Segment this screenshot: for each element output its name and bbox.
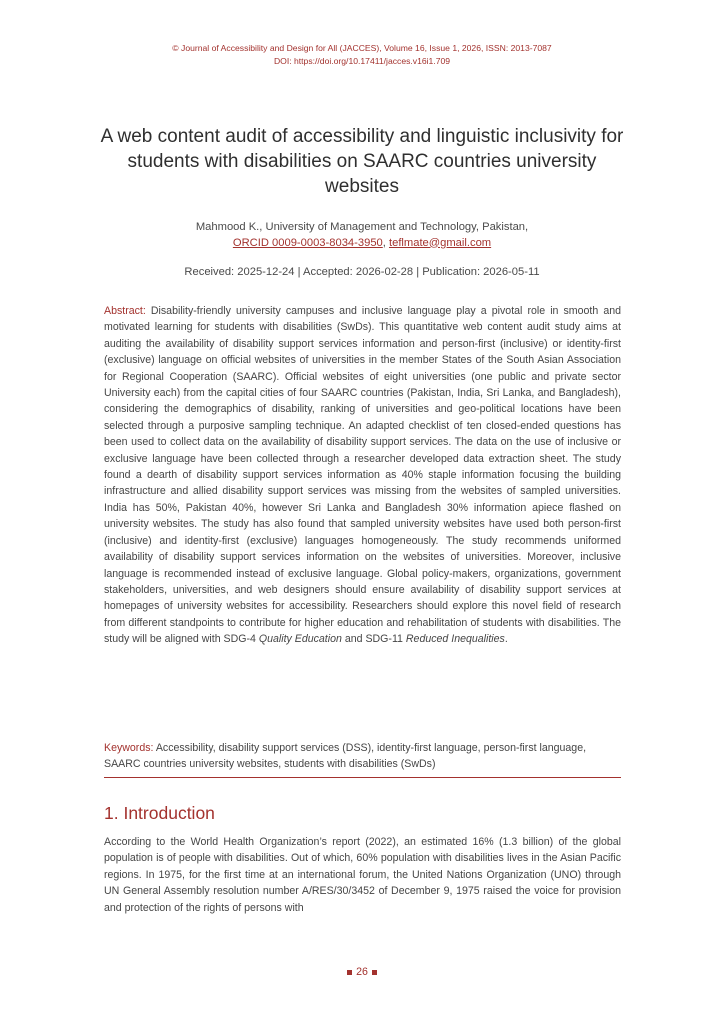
author-affiliation: Mahmood K., University of Management and Technology, Pakistan, bbox=[195, 221, 529, 233]
doi-line: DOI: https://doi.org/10.17411/jacces.v16i1.709 bbox=[273, 56, 451, 66]
keywords-text: Accessibility, disability support services (DSS), identity-first language, person-first language, SAARC countries university websites, students with disabilities (SwDs) bbox=[104, 742, 587, 771]
abstract bbox=[104, 303, 621, 648]
sdg4-name: Quality Education bbox=[258, 633, 342, 646]
orcid-link[interactable]: ORCID 0009-0003-8034-3950 bbox=[232, 236, 383, 249]
abstract-end: . bbox=[504, 633, 508, 646]
keywords bbox=[104, 740, 621, 778]
keywords-label: Keywords: bbox=[104, 742, 154, 754]
page-number: 26 bbox=[356, 966, 368, 978]
section-heading: 1. Introduction bbox=[104, 803, 215, 823]
page-footer bbox=[0, 966, 724, 978]
square-bullet-icon bbox=[347, 970, 352, 975]
abstract-text: Disability-friendly university campuses and inclusive language play a pivotal role in smooth and motivated learning for students with disabilities (SwDs). This quantitative web content audit study aims at auditing the availability of disability support services information and person-first (inclusive) or identity-first (exclusive) language on official websites of universities in the member States of the South Asian Association for Regional Cooperation (SAARC). Official websites of eight universities (one public and private sector University each) from the capital cities of four SAARC countries (Pakistan, India, Sri Lanka, and Bangladesh), considering the demographics of disability, ranking of universities and geo-political locations have been selected through a purposive sampling technique. An adapted checklist of ten closed-ended questions has been used to collect data on the availability of disability support services. The data on the use of inclusive or exclusive language have been collected through a researcher developed data extraction sheet. The study found a dearth of disability support services information as 40% staple information focusing the building infrastructure and allied disability support services was missing from the websites of sampled universities. India has 50%, Pakistan 40%, however Sri Lanka and Bangladesh 30% information apiece flashed on university websites. The study has also found that sampled university websites have used both person-first (inclusive) and identity-first (exclusive) languages homogeneously. The study recommends uniformed availability of disability support services information on the websites of universities. Moreover, inclusive language is recommended instead of exclusive language. Global policy-makers, organizations, government stakeholders, universities, and web designers should ensure availability of disability support services at homepages of university websites for accessibility. Researchers should explore this novel field of research from different standpoints to contribute for higher education and rehabilitation of students with disabilities. The study will be aligned with SDG-4 bbox=[104, 305, 621, 646]
author-block bbox=[0, 220, 724, 251]
abstract-and: and SDG-11 bbox=[341, 633, 406, 646]
introduction-text: According to the World Health Organization’s report (2022), an estimated 16% (1.3 billion) of the global population is of people with disabilities. Out of which, 60% population with disabilities lives in the Asian Pacific regions. In 1975, for the first time at an international forum, the United Nations Organization (UNO) through UN General Assembly resolution number A/RES/30/3452 of December 9, 1975 raised the voice for provision and protection of the rights of persons with bbox=[104, 836, 621, 914]
paper-title: A web content audit of accessibility and linguistic inclusivity for students with disabilities on SAARC countries university websites bbox=[100, 126, 624, 197]
sdg11-name: Reduced Inequalities bbox=[405, 633, 505, 646]
journal-header bbox=[0, 42, 724, 68]
author-contact bbox=[0, 236, 724, 252]
contact-separator: , bbox=[382, 236, 389, 249]
publication-dates: Received: 2025-12-24 | Accepted: 2026-02-28 | Publication: 2026-05-11 bbox=[184, 266, 540, 278]
square-bullet-icon bbox=[372, 970, 377, 975]
email-link[interactable]: teflmate@gmail.com bbox=[388, 236, 492, 249]
citation-line: © Journal of Accessibility and Design for All (JACCES), Volume 16, Issue 1, 2026, ISSN: 2013-7087 bbox=[172, 43, 552, 53]
abstract-label: Abstract: bbox=[104, 305, 146, 317]
